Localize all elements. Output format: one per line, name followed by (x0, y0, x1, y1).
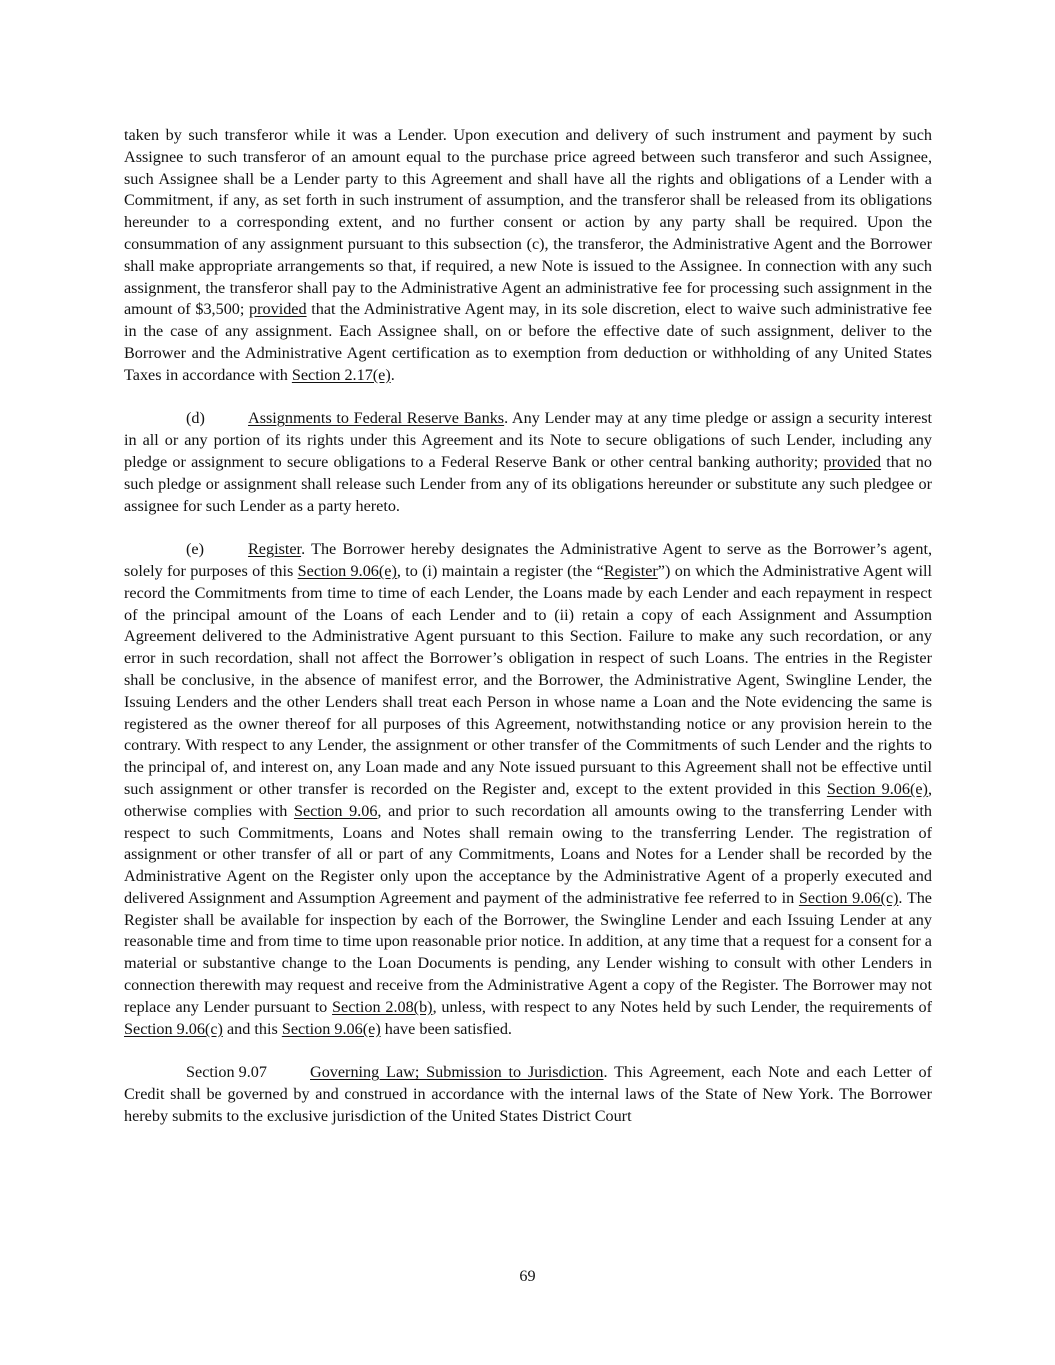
text: , and prior to such recordation all amounts owing to the transferring Lender with respect to such Commitments, Loans and Notes shall remain owing to the transferring Lender. The registration of assignment or other transfer of all or part of any Commitments, Loans and Notes for a Lender shall be recorded by the Administrative Agent on the Register only upon the acceptance by the Administrative Agent of a properly executed and delivered Assignment and Assumption Agreement and payment of the administrative fee referred to in (124, 801, 932, 907)
text: . (390, 365, 395, 384)
text: , otherwise complies with (124, 779, 932, 820)
section-reference: Section 2.08(b) (332, 997, 433, 1016)
paragraph-c-continuation (124, 125, 932, 387)
section-reference: Section 9.06(e) (281, 1019, 381, 1038)
text: . The Borrower hereby designates the Administrative Agent to serve as the Borrower’s agent, solely for purposes of this (124, 540, 932, 580)
section-reference: Section 9.06(c) (124, 1019, 223, 1038)
text: . This Agreement, each Note and each Letter of Credit shall be governed by and construed in accordance with the internal laws of the State of New York. The Borrower hereby submits to the exclusive jurisdiction of the United States District Court (124, 1063, 933, 1125)
section-heading: Governing Law; Submission to Jurisdiction (310, 1063, 604, 1082)
paragraph-label: (d) (186, 409, 205, 428)
text: that the Administrative Agent may, in its sole discretion, elect to waive such administrative fee in the case of any assignment. Each Assignee shall, on or before the effective date of such assignment, deliver to the Borrower and the Administrative Agent certification as to exemption from deduction or withholding of any United States Taxes in accordance with (124, 300, 932, 384)
text: and this (222, 1019, 282, 1038)
section-reference: Section 2.17(e) (291, 365, 391, 384)
section-number: Section 9.07 (186, 1063, 267, 1082)
paragraph-heading: Register (248, 540, 302, 559)
section-reference: Section 9.06(c) (798, 888, 899, 907)
text: , unless, with respect to any Notes held by such Lender, the requirements of (432, 997, 932, 1016)
paragraph-heading: Assignments to Federal Reserve Banks (248, 409, 505, 428)
page-number: 69 (519, 1267, 536, 1285)
text: taken by such transferor while it was a Lender. Upon execution and delivery of such instrument and payment by such Assignee to such transferor of an amount equal to the purchase price agreed between such transferor and such Assignee, such Assignee shall be a Lender party to this Agreement and shall have all the rights and obligations of a Lender with a Commitment, if any, as set forth in such instrument of assumption, and the transferor shall be released from its obligations hereunder to a corresponding extent, and no further consent or action by any party shall be required. Upon the consummation of any assignment pursuant to this subsection (c), the transferor, the Administrative Agent and the Borrower shall make appropriate arrangements so that, if required, a new Note is issued to the Assignee. In connection with any such assignment, the transferor shall pay to the Administrative Agent an administrative fee for processing such assignment in the amount of $3,500; (124, 126, 932, 319)
text: , to (i) maintain a register (the “ (396, 561, 604, 580)
defined-term: Register (603, 561, 658, 580)
section-9-07 (124, 1062, 932, 1127)
paragraph-label: (e) (186, 540, 204, 559)
text: . Any Lender may at any time pledge or assign a security interest in all or any portion of its rights under this Agreement and its Note to secure obligations of such Lender, including any pledge or assignment to secure obligations to a Federal Reserve Bank or other central banking authority; (124, 409, 932, 471)
paragraph-e (124, 539, 932, 1040)
section-reference: Section 9.06 (293, 801, 378, 820)
provided-term: provided (249, 300, 307, 319)
text: that no such pledge or assignment shall release such Lender from any of its obligations hereunder or substitute any such pledgee or assignee for such Lender as a party hereto. (124, 452, 932, 515)
document-body (124, 125, 932, 1149)
provided-term: provided (823, 452, 882, 471)
text: ”) on which the Administrative Agent will record the Commitments from time to time of each Lender, the Loans made by each Lender and each repayment in respect of the principal amount of the Loans of each Lender and to (ii) retain a copy of each Assignment and Assumption Agreement delivered to the Administrative Agent pursuant to this Section. Failure to make any such recordation, or any error in such recordation, shall not affect the Borrower’s obligation in respect of such Loans. The entries in the Register shall be conclusive, in the absence of manifest error, and the Borrower, the Administrative Agent, Swingline Lender, the Issuing Lenders and the other Lenders shall treat each Person in whose name a Loan and the Note evidencing the same is registered as the owner thereof for all purposes of this Agreement, notwithstanding notice or any provision herein to the contrary. With respect to any Lender, the assignment or other transfer of the Commitments of such Lender and the rights to the principal of, and interest on, any Loan made and any Note issued pursuant to this Agreement shall not be effective until such assignment or other transfer is recorded on the Register and, except to the extent provided in this (124, 561, 932, 798)
paragraph-d (124, 408, 932, 517)
section-reference: Section 9.06(e) (826, 779, 928, 798)
text: have been satisfied. (380, 1019, 512, 1038)
section-reference: Section 9.06(e) (297, 561, 397, 580)
text: . The Register shall be available for inspection by each of the Borrower, the Swingline Lender and each Issuing Lender at any reasonable time and from time to time upon reasonable prior notice. In addition, at any time that a request for a consent for a material or substantive change to the Loan Documents is pending, any Lender wishing to consult with other Lenders in connection therewith may request and receive from the Administrative Agent a copy of the Register. The Borrower may not replace any Lender pursuant to (124, 888, 932, 1016)
